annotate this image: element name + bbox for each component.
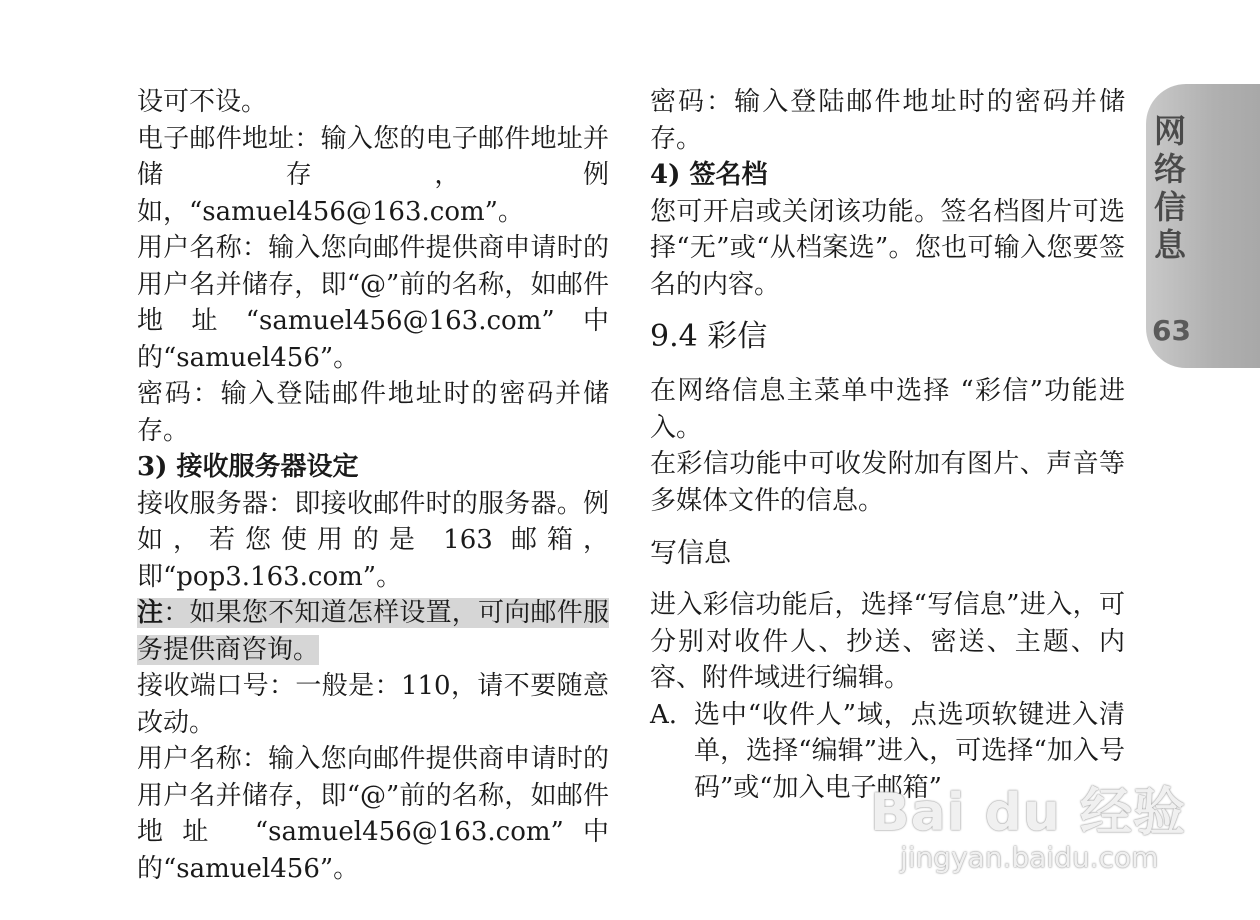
note-highlight [137, 598, 609, 665]
left-column [137, 84, 609, 887]
username-paragraph-2: 用户名称：输入您向邮件提供商申请时的用户名并储存，即“@”前的名称，如邮件地址 “samuel456@163.com”中的“samuel456”。 [137, 744, 609, 884]
receive-server-paragraph: 接收服务器：即接收邮件时的服务器。例如，若您使用的是 163 邮箱，即“pop3.163.com”。 [137, 488, 609, 592]
heading-receive-server: 3) 接收服务器设定 [137, 452, 359, 482]
right-column [650, 84, 1125, 806]
note-paragraph [137, 595, 609, 668]
email-address-paragraph: 电子邮件地址：输入您的电子邮件地址并储存，例如，“samuel456@163.com”。 [137, 123, 609, 227]
signature-paragraph: 您可开启或关闭该功能。签名档图片可选择“无”或“从档案选”。您也可输入您要签名的内容。 [650, 196, 1125, 300]
list-marker: A. [650, 699, 678, 730]
watermark-url: jingyan.baidu.com [900, 841, 1159, 874]
paragraph: 设可不设。 [137, 87, 268, 117]
section-title: 9.4 彩信 [650, 319, 768, 354]
write-message-paragraph: 进入彩信功能后，选择“写信息”进入，可分别对收件人、抄送、密送、主题、内容、附件域进行编辑。 [650, 590, 1125, 693]
mms-intro-paragraph: 在网络信息主菜单中选择 “彩信”功能进入。 [650, 376, 1125, 443]
list-item-text: 选中“收件人”域，点选项软键进入清单，选择“编辑”进入，可选择“加入号码”或“加入电子邮箱” [694, 699, 1125, 803]
heading-signature: 4) 签名档 [650, 160, 768, 190]
note-label: 注 [137, 598, 164, 628]
watermark-brand: Bai du 经验 [870, 783, 1186, 843]
note-text: ：如果您不知道怎样设置，可向邮件服务提供商咨询。 [137, 598, 609, 665]
mms-desc-paragraph: 在彩信功能中可收发附加有图片、声音等多媒体文件的信息。 [650, 449, 1125, 516]
watermark [870, 770, 1186, 874]
page-number: 63 [1152, 314, 1191, 347]
username-paragraph: 用户名称：输入您向邮件提供商申请时的用户名并储存，即“@”前的名称，如邮件地址“samuel456@163.com”中的“samuel456”。 [137, 233, 609, 373]
password-paragraph: 密码：输入登陆邮件地址时的密码并储存。 [650, 87, 1125, 154]
receive-port-paragraph: 接收端口号：一般是：110，请不要随意改动。 [137, 671, 609, 738]
sub-title-write-message: 写信息 [650, 538, 731, 569]
password-paragraph: 密码：输入登陆邮件地址时的密码并储存。 [137, 379, 609, 446]
chapter-title: 网络信息 [1153, 112, 1186, 264]
